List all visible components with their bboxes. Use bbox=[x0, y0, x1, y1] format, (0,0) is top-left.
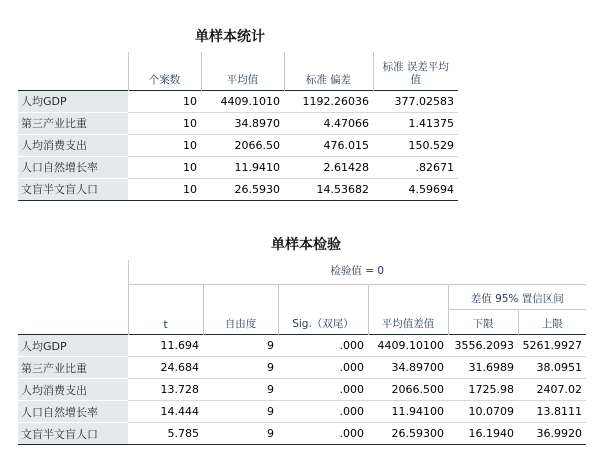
cell: 36.9920 bbox=[518, 423, 586, 445]
header-upper: 上限 bbox=[518, 310, 586, 335]
cell: 38.0951 bbox=[518, 357, 586, 379]
cell: 11.94100 bbox=[368, 401, 448, 423]
table-row bbox=[18, 335, 586, 357]
cell: 10 bbox=[128, 156, 201, 178]
spacer-cell bbox=[203, 285, 278, 310]
table-row bbox=[18, 357, 586, 379]
cell: 10 bbox=[128, 112, 201, 134]
cell: 14.53682 bbox=[284, 178, 373, 200]
cell: 13.728 bbox=[128, 379, 203, 401]
cell: 1725.98 bbox=[448, 379, 518, 401]
cell: 2407.02 bbox=[518, 379, 586, 401]
cell: 16.1940 bbox=[448, 423, 518, 445]
cell: 150.529 bbox=[373, 134, 458, 156]
table2-title: 单样本检验 bbox=[271, 237, 341, 253]
row-label: 第三产业比重 bbox=[18, 357, 128, 379]
header-mean-diff: 平均值差值 bbox=[368, 310, 448, 335]
cell: 4.47066 bbox=[284, 112, 373, 134]
row-label: 文盲半文盲人口 bbox=[18, 178, 128, 200]
cell: .000 bbox=[278, 335, 368, 357]
cell: .000 bbox=[278, 379, 368, 401]
corner-cell bbox=[18, 260, 128, 285]
cell: 3556.2093 bbox=[448, 335, 518, 357]
cell: 34.8970 bbox=[201, 112, 284, 134]
table-row bbox=[18, 134, 458, 156]
cell: 14.444 bbox=[128, 401, 203, 423]
header-t: t bbox=[128, 310, 203, 335]
row-label: 人均GDP bbox=[18, 335, 128, 357]
table-row bbox=[18, 90, 458, 112]
table1-title: 单样本统计 bbox=[195, 29, 265, 45]
cell: 1.41375 bbox=[373, 112, 458, 134]
cell: 1192.26036 bbox=[284, 90, 373, 112]
header-df: 自由度 bbox=[203, 310, 278, 335]
cell: 9 bbox=[203, 357, 278, 379]
header-sig: Sig.（双尾） bbox=[278, 310, 368, 335]
spacer-cell bbox=[278, 285, 368, 310]
test-value-header: 检验值 = 0 bbox=[128, 260, 586, 285]
cell: 10 bbox=[128, 134, 201, 156]
table-row bbox=[18, 112, 458, 134]
row-label: 第三产业比重 bbox=[18, 112, 128, 134]
table-row bbox=[18, 156, 458, 178]
cell: 10 bbox=[128, 90, 201, 112]
cell: 31.6989 bbox=[448, 357, 518, 379]
cell: 26.5930 bbox=[201, 178, 284, 200]
one-sample-statistics-table bbox=[18, 52, 458, 201]
cell: 2066.50 bbox=[201, 134, 284, 156]
cell: 5.785 bbox=[128, 423, 203, 445]
corner-cell bbox=[18, 52, 128, 90]
cell: 2066.500 bbox=[368, 379, 448, 401]
spacer-cell bbox=[128, 285, 203, 310]
cell: 9 bbox=[203, 335, 278, 357]
cell: 4409.1010 bbox=[201, 90, 284, 112]
cell: 9 bbox=[203, 379, 278, 401]
cell: 26.59300 bbox=[368, 423, 448, 445]
row-label: 人口自然增长率 bbox=[18, 401, 128, 423]
cell: 4.59694 bbox=[373, 178, 458, 200]
cell: .82671 bbox=[373, 156, 458, 178]
cell: 4409.10100 bbox=[368, 335, 448, 357]
spacer-cell bbox=[368, 285, 448, 310]
header-std-err: 标准 误差平均值 bbox=[373, 52, 458, 90]
table-row bbox=[18, 379, 586, 401]
cell: .000 bbox=[278, 423, 368, 445]
cell: .000 bbox=[278, 357, 368, 379]
cell: 13.8111 bbox=[518, 401, 586, 423]
row-label: 人均消费支出 bbox=[18, 379, 128, 401]
row-label: 人均消费支出 bbox=[18, 134, 128, 156]
cell: 24.684 bbox=[128, 357, 203, 379]
header-std-dev: 标准 偏差 bbox=[284, 52, 373, 90]
cell: 9 bbox=[203, 401, 278, 423]
header-n: 个案数 bbox=[128, 52, 201, 90]
spacer-cell bbox=[18, 285, 128, 310]
cell: 11.694 bbox=[128, 335, 203, 357]
cell: 11.9410 bbox=[201, 156, 284, 178]
cell: 476.015 bbox=[284, 134, 373, 156]
table-row bbox=[18, 423, 586, 445]
cell: 10 bbox=[128, 178, 201, 200]
header-lower: 下限 bbox=[448, 310, 518, 335]
table-row bbox=[18, 178, 458, 200]
cell: 377.02583 bbox=[373, 90, 458, 112]
ci-header: 差值 95% 置信区间 bbox=[448, 285, 586, 310]
table-row bbox=[18, 401, 586, 423]
spacer-cell bbox=[18, 310, 128, 335]
cell: 2.61428 bbox=[284, 156, 373, 178]
row-label: 人口自然增长率 bbox=[18, 156, 128, 178]
cell: 5261.9927 bbox=[518, 335, 586, 357]
cell: 34.89700 bbox=[368, 357, 448, 379]
one-sample-test-table bbox=[18, 260, 586, 445]
header-mean: 平均值 bbox=[201, 52, 284, 90]
row-label: 人均GDP bbox=[18, 90, 128, 112]
cell: .000 bbox=[278, 401, 368, 423]
cell: 10.0709 bbox=[448, 401, 518, 423]
row-label: 文盲半文盲人口 bbox=[18, 423, 128, 445]
cell: 9 bbox=[203, 423, 278, 445]
